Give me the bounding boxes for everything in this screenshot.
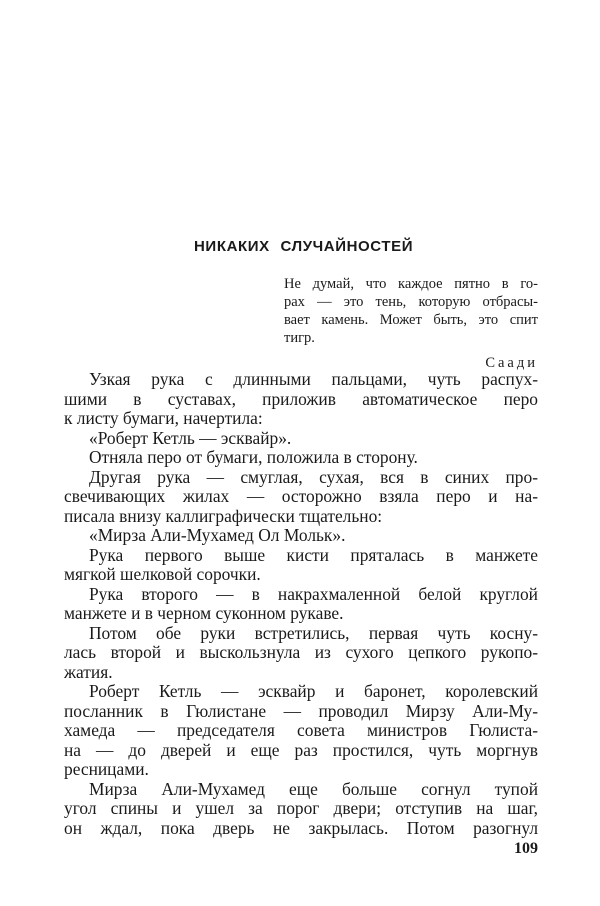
epigraph-author: Саади (485, 355, 538, 371)
text-line: Роберт Кетль — эсквайр и баронет, королевский (89, 682, 538, 701)
epigraph (284, 275, 538, 372)
epigraph-line: Не думай, что каждое пятно в го- (284, 276, 538, 292)
text-line: Другая рука — смуглая, сухая, вся в синих про- (89, 467, 538, 487)
text-line: Рука второго — в накрахмаленной белой круглой (89, 584, 538, 604)
text-line: манжете и в черном суконном рукаве. (64, 604, 344, 623)
text-line: Рука первого выше кисти пряталась в манжете (89, 545, 538, 565)
text-line: угол спины и ушел за порог двери; отступив на шаг, (64, 799, 538, 818)
epigraph-line: тигр. (284, 330, 315, 346)
text-line: лась второй и выскользнула из сухого цепкого рукопо- (64, 643, 538, 662)
text-line: Потом обе руки встретились, первая чуть косну- (89, 623, 538, 643)
text-line: «Мирза Али-Мухамед Ол Мольк». (89, 526, 346, 545)
body-text (64, 370, 538, 838)
epigraph-line: вает камень. Может быть, это спит (284, 312, 538, 328)
text-line: свечивающих жилах — осторожно взяла перо и на- (64, 487, 538, 506)
text-line: хамеда — председателя совета министров Гюлиста- (64, 721, 538, 740)
chapter-title: НИКАКИХ СЛУЧАЙНОСТЕЙ (194, 238, 414, 255)
text-line: Мирза Али-Мухамед еще больше согнул тупой (89, 779, 538, 799)
text-line: «Роберт Кетль — эсквайр». (89, 428, 292, 448)
text-line: к листу бумаги, начертила: (64, 409, 263, 428)
text-line: посланник в Гюлистане — проводил Мирзу Али-Му- (64, 701, 538, 721)
text-line: Отняла перо от бумаги, положила в сторону. (89, 448, 418, 467)
text-line: ресницами. (64, 760, 149, 779)
text-line: на — до дверей и еще раз простился, чуть моргнув (64, 740, 538, 760)
text-line: писала внизу каллиграфически тщательно: (64, 506, 383, 526)
text-line: мягкой шелковой сорочки. (64, 565, 261, 584)
text-line: Узкая рука с длинными пальцами, чуть распух- (89, 370, 538, 389)
epigraph-line: рах — это тень, которую отбрасы- (284, 294, 538, 310)
page-number: 109 (514, 840, 538, 857)
text-line: он ждал, пока дверь не закрылась. Потом разогнул (64, 818, 538, 838)
text-line: шими в суставах, приложив автоматическое перо (64, 389, 538, 409)
text-line: жатия. (64, 662, 113, 682)
